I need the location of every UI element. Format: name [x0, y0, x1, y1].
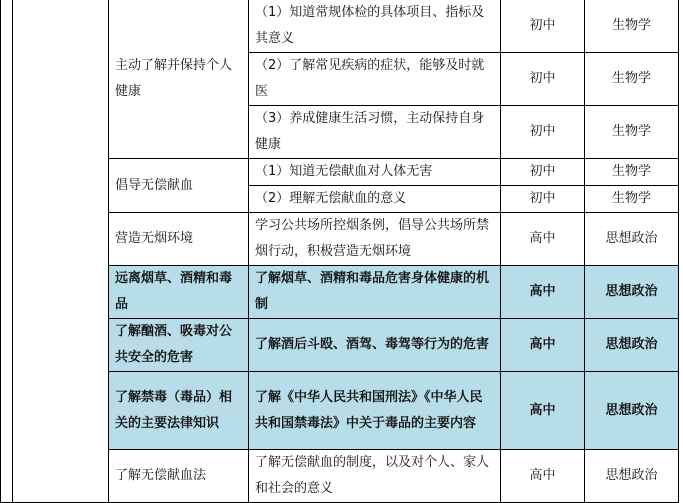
content-cell: （2）理解无偿献血的意义 [249, 186, 501, 213]
topic-cell: 了解无偿献血法 [109, 450, 249, 503]
topic-cell: 主动了解并保持个人健康 [109, 0, 249, 159]
content-cell: （3）养成健康生活习惯，主动保持自身健康 [249, 106, 501, 159]
content-cell: 学习公共场所控烟条例，倡导公共场所禁烟行动，积极营造无烟环境 [249, 213, 501, 266]
content-cell: （1）知道无偿献血对人体无害 [249, 159, 501, 186]
subject-cell: 思想政治 [585, 319, 679, 372]
level-cell: 高中 [501, 450, 585, 503]
topic-cell: 了解禁毒（毒品）相关的主要法律知识 [109, 372, 249, 450]
content-cell: 了解无偿献血的制度，以及对个人、家人和社会的意义 [249, 450, 501, 503]
content-cell: 了解《中华人民共和国刑法》《中华人民共和国禁毒法》中关于毒品的主要内容 [249, 372, 501, 450]
category-cell [13, 0, 109, 503]
level-cell: 初中 [501, 0, 585, 53]
topic-cell: 远离烟草、酒精和毒品 [109, 266, 249, 319]
content-cell: 了解酒后斗殴、酒驾、毒驾等行为的危害 [249, 319, 501, 372]
level-cell: 高中 [501, 266, 585, 319]
level-cell: 初中 [501, 106, 585, 159]
level-cell: 初中 [501, 159, 585, 186]
subject-cell: 生物学 [585, 186, 679, 213]
level-cell: 高中 [501, 213, 585, 266]
subject-cell: 思想政治 [585, 266, 679, 319]
subject-cell: 生物学 [585, 53, 679, 106]
table-row [1, 0, 679, 53]
subject-cell: 生物学 [585, 0, 679, 53]
content-cell: 了解烟草、酒精和毒品危害身体健康的机制 [249, 266, 501, 319]
left-margin-cell [1, 0, 13, 503]
content-cell: （1）知道常规体检的具体项目、指标及其意义 [249, 0, 501, 53]
content-cell: （2）了解常见疾病的症状，能够及时就医 [249, 53, 501, 106]
subject-cell: 思想政治 [585, 372, 679, 450]
topic-cell: 营造无烟环境 [109, 213, 249, 266]
level-cell: 高中 [501, 372, 585, 450]
topic-cell: 了解酗酒、吸毒对公共安全的危害 [109, 319, 249, 372]
level-cell: 初中 [501, 53, 585, 106]
level-cell: 初中 [501, 186, 585, 213]
subject-cell: 思想政治 [585, 213, 679, 266]
topic-cell: 倡导无偿献血 [109, 159, 249, 213]
level-cell: 高中 [501, 319, 585, 372]
subject-cell: 生物学 [585, 159, 679, 186]
subject-cell: 生物学 [585, 106, 679, 159]
subject-cell: 思想政治 [585, 450, 679, 503]
